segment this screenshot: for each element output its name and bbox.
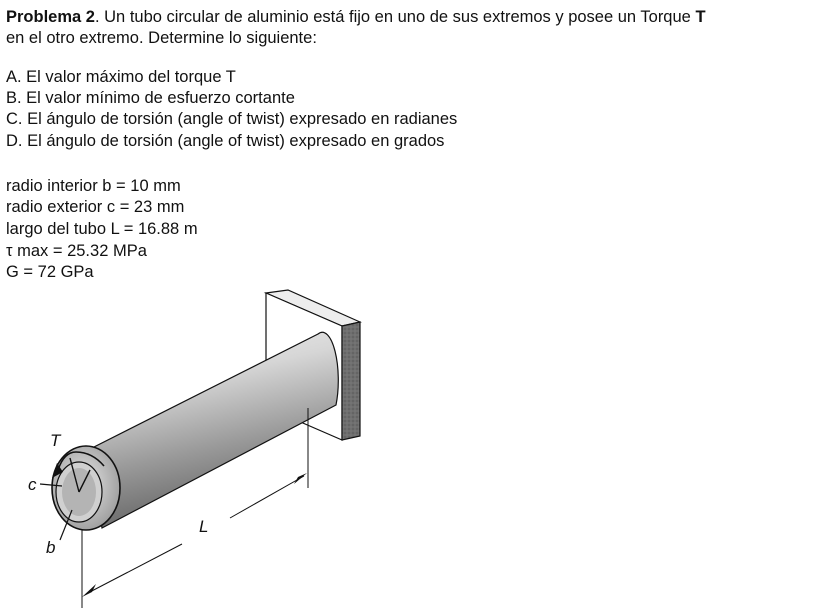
problem-heading: Problema 2 bbox=[6, 8, 95, 26]
question-c: C. El ángulo de torsión (angle of twist) expresado en radianes bbox=[6, 110, 458, 128]
support-side-face bbox=[342, 322, 360, 440]
question-d: D. El ángulo de torsión (angle of twist) expresado en grados bbox=[6, 132, 445, 150]
torque-label: T bbox=[50, 431, 61, 450]
question-a: A. El valor máximo del torque T bbox=[6, 68, 236, 86]
given-inner-radius: radio interior b = 10 mm bbox=[6, 177, 181, 195]
dimension-line-left bbox=[86, 544, 182, 594]
dimension-arrow-right bbox=[294, 473, 307, 484]
torque-symbol: T bbox=[695, 8, 706, 26]
question-b: B. El valor mínimo de esfuerzo cortante bbox=[6, 89, 295, 107]
given-tube-length: largo del tubo L = 16.88 m bbox=[6, 220, 198, 238]
problem-statement-line-2: en el otro extremo. Determine lo siguiente: bbox=[6, 29, 317, 47]
given-shear-modulus: G = 72 GPa bbox=[6, 263, 94, 281]
length-label: L bbox=[199, 517, 209, 536]
outer-radius-label: c bbox=[28, 475, 37, 494]
given-max-shear: τ max = 25.32 MPa bbox=[6, 242, 147, 260]
problem-sentence: . Un tubo circular de aluminio está fijo en uno de sus extremos y posee un Torque bbox=[94, 8, 696, 26]
dimension-arrow-left bbox=[82, 584, 96, 597]
given-outer-radius: radio exterior c = 23 mm bbox=[6, 198, 185, 216]
inner-radius-label: b bbox=[46, 538, 56, 557]
aluminum-tube bbox=[52, 332, 338, 530]
dimension-line-right bbox=[230, 476, 304, 518]
tube-body bbox=[88, 332, 338, 528]
